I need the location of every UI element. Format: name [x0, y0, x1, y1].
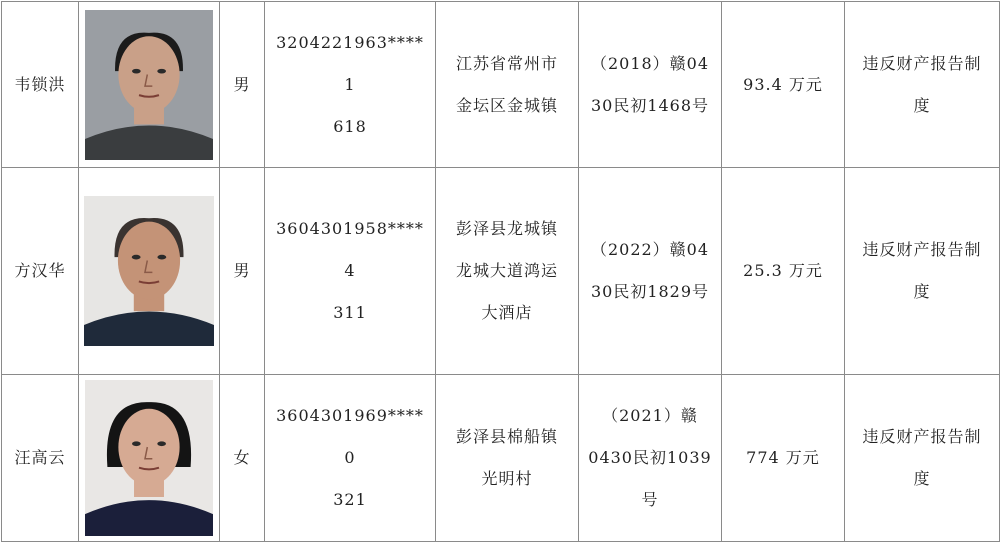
id-number-line: 321 — [333, 490, 367, 509]
id-number-line: 618 — [333, 116, 367, 136]
id-number-line: 3604301969****0 — [276, 406, 424, 467]
reason-line: 度 — [913, 469, 931, 488]
person-photo — [84, 196, 214, 346]
case-number-line: （2018）赣04 — [590, 53, 710, 73]
case-number-line: （2021）赣 — [602, 406, 698, 425]
case-number — [579, 375, 722, 542]
amount: 25.3 万元 — [722, 168, 845, 375]
person-name: 方汉华 — [2, 168, 79, 375]
address — [436, 2, 579, 168]
id-number — [265, 375, 436, 542]
id-number-line: 3204221963****1 — [276, 32, 424, 94]
reason-line: 违反财产报告制 — [862, 427, 982, 446]
address-line: 光明村 — [481, 469, 533, 488]
address — [436, 375, 579, 542]
address-line: 龙城大道鸿运 — [455, 261, 558, 280]
id-number — [265, 2, 436, 168]
id-number-line: 3604301958****4 — [276, 219, 424, 280]
case-number-line: 30民初1829号 — [590, 282, 710, 301]
case-number-line: （2022）赣04 — [590, 240, 710, 259]
person-name: 韦锁洪 — [2, 2, 79, 168]
table-row — [2, 2, 1000, 168]
reason — [845, 168, 1000, 375]
reason — [845, 2, 1000, 168]
case-number-line: 30民初1468号 — [590, 95, 710, 115]
address-line: 彭泽县龙城镇 — [455, 219, 558, 238]
photo-cell — [79, 2, 220, 168]
reason-line: 违反财产报告制 — [862, 240, 982, 259]
gender: 男 — [220, 2, 265, 168]
address-line: 江苏省常州市 — [455, 53, 558, 73]
table-row — [2, 168, 1000, 375]
case-number-line: 0430民初1039 — [588, 448, 712, 467]
id-number-line: 311 — [333, 303, 367, 322]
photo-cell — [79, 375, 220, 542]
reason-line: 违反财产报告制 — [862, 53, 982, 73]
amount: 774 万元 — [722, 375, 845, 542]
address — [436, 168, 579, 375]
table-row — [2, 375, 1000, 542]
gender: 男 — [220, 168, 265, 375]
id-number — [265, 168, 436, 375]
reason-line: 度 — [913, 282, 931, 301]
person-name: 汪高云 — [2, 375, 79, 542]
person-photo — [85, 380, 213, 536]
photo-cell — [79, 168, 220, 375]
case-number — [579, 2, 722, 168]
debtor-table — [1, 1, 1000, 542]
reason-line: 度 — [913, 95, 931, 115]
case-number — [579, 168, 722, 375]
address-line: 金坛区金城镇 — [455, 95, 558, 115]
table-body — [2, 2, 1000, 542]
person-photo — [85, 10, 213, 160]
amount: 93.4 万元 — [722, 2, 845, 168]
reason — [845, 375, 1000, 542]
gender: 女 — [220, 375, 265, 542]
case-number-line: 号 — [641, 490, 659, 509]
address-line: 彭泽县棉船镇 — [455, 427, 558, 446]
address-line: 大酒店 — [481, 303, 533, 322]
